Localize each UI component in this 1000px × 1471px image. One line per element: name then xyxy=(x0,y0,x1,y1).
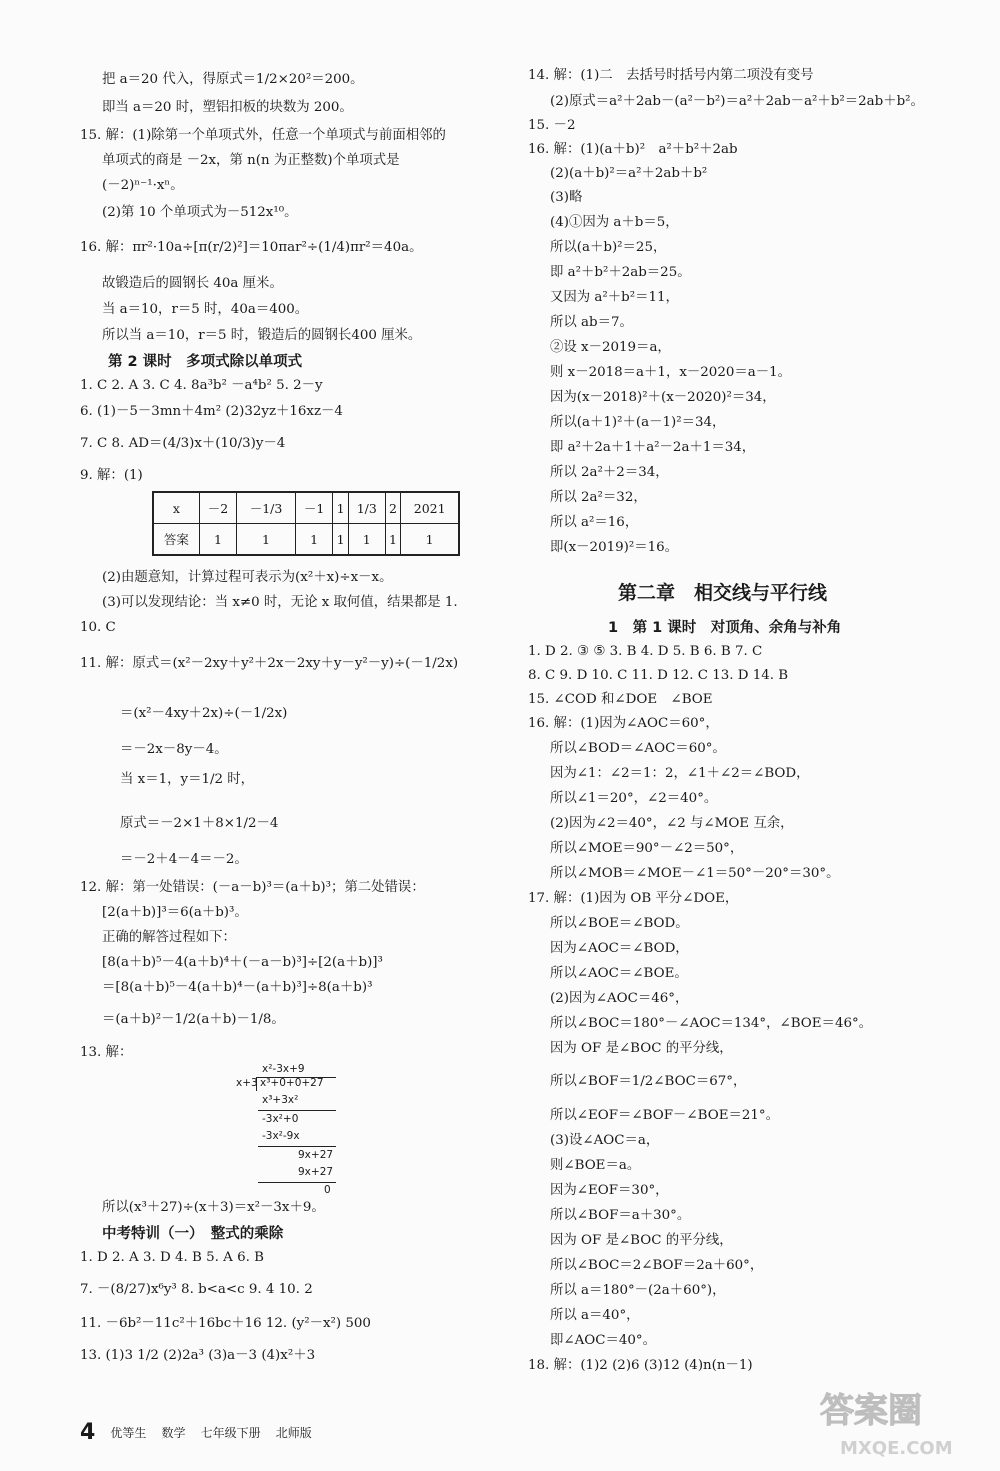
answer-line: (2)第 10 个单项式为－512x¹⁰。 xyxy=(102,205,298,220)
chapter-title: 第二章 相交线与平行线 xyxy=(618,582,828,604)
long-division xyxy=(236,1063,346,1203)
answer-line: [8(a＋b)⁵－4(a＋b)⁴＋(－a－b)³]÷[2(a＋b)]³ xyxy=(102,955,383,970)
answer-line: 所以当 a＝10，r＝5 时，锻造后的圆钢长400 厘米。 xyxy=(102,328,422,343)
answer-line: 单项式的商是 －2x，第 n(n 为正整数)个单项式是 xyxy=(102,153,400,168)
table-cell: 1 xyxy=(199,524,236,556)
answer-line: 18. 解：(1)2 (2)6 (3)12 (4)n(n－1) xyxy=(528,1358,753,1373)
table-cell: 2021 xyxy=(401,492,459,524)
answer-line: 所以∠BOC＝2∠BOF＝2a＋60°， xyxy=(550,1258,764,1273)
division-rule xyxy=(258,1146,336,1147)
answer-line: 16. 解：(1)因为∠AOC＝60°， xyxy=(528,716,719,731)
answer-line: 6. (1)－5－3mn＋4m² (2)32yz＋16xz－4 xyxy=(80,404,343,419)
answer-line: (3)可以发现结论：当 x≠0 时，无论 x 取何值，结果都是 1. xyxy=(102,595,458,610)
table-cell: 1 xyxy=(348,524,385,556)
answer-line: 12. 解：第一处错误：(－a－b)³＝(a＋b)³；第二处错误： xyxy=(80,880,425,895)
watermark-logo-icon xyxy=(800,1380,980,1460)
answer-line: 因为(x－2018)²＋(x－2020)²＝34， xyxy=(550,390,776,405)
answer-line: 则 x－2018＝a＋1，x－2020＝a－1。 xyxy=(550,365,792,380)
page-number: 4 xyxy=(80,1420,96,1445)
answer-line: 因为∠AOC＝∠BOD， xyxy=(550,941,689,956)
table-cell: 1 xyxy=(333,524,349,556)
watermark-url: MXQE.COM xyxy=(840,1438,953,1459)
answer-line: 14. 解：(1)二 去括号时括号内第二项没有变号 xyxy=(528,68,814,83)
answer-line: 所以∠AOC＝∠BOE。 xyxy=(550,966,688,981)
table-cell: 答案 xyxy=(153,524,199,556)
answer-line: (2)因为∠AOC＝46°， xyxy=(550,991,689,1006)
answer-line: (2)(a＋b)²＝a²＋2ab＋b² xyxy=(550,166,708,181)
answer-line: 1. D 2. ③ ⑤ 3. B 4. D 5. B 6. B 7. C xyxy=(528,644,763,659)
answer-line: 即 a²＋b²＋2ab＝25。 xyxy=(550,265,691,280)
answer-line: ＝(x²－4xy＋2x)÷(－1/2x) xyxy=(120,706,288,721)
answer-line: 所以(x³＋27)÷(x＋3)＝x²－3x＋9。 xyxy=(102,1200,325,1215)
answer-line: 当 x＝1，y＝1/2 时， xyxy=(120,772,255,787)
answer-line: 因为∠1：∠2＝1：2，∠1＋∠2＝∠BOD， xyxy=(550,766,810,781)
answer-line: 所以(a＋b)²＝25， xyxy=(550,240,667,255)
answer-line: (4)①因为 a＋b＝5， xyxy=(550,215,679,230)
table-row xyxy=(153,492,459,524)
division-quotient: x²-3x+9 xyxy=(262,1063,305,1075)
answer-line: 故锻造后的圆钢长 40a 厘米。 xyxy=(102,276,283,291)
answer-line: 所以 2a²＝32， xyxy=(550,490,647,505)
answer-line: 15. －2 xyxy=(528,118,576,133)
division-step: -3x²+0 xyxy=(262,1113,299,1125)
division-step: 9x+27 xyxy=(298,1149,334,1161)
table-cell: 1 xyxy=(385,524,401,556)
division-divisor: x+3 xyxy=(236,1077,258,1089)
answer-line: 13. (1)3 1/2 (2)2a³ (3)a－3 (4)x²＋3 xyxy=(80,1348,316,1363)
table-cell: 2 xyxy=(385,492,401,524)
page-footer xyxy=(80,1420,322,1445)
answer-line: (2)因为∠2＝40°，∠2 与∠MOE 互余， xyxy=(550,816,794,831)
answer-line: 16. 解：πr²·10a÷[π(r/2)²]＝10πar²÷(1/4)πr²＝40a。 xyxy=(80,240,423,255)
table-cell: 1 xyxy=(237,524,296,556)
answer-line: 10. C xyxy=(80,620,116,635)
footer-item: 优等生 xyxy=(110,1426,147,1440)
answer-line: 所以∠MOB＝∠MOE－∠1＝50°－20°＝30°。 xyxy=(550,866,840,881)
answer-line: 11. －6b²－11c²＋16bc＋16 12. (y²－x²) 500 xyxy=(80,1316,371,1331)
answer-line: 17. 解：(1)因为 OB 平分∠DOE， xyxy=(528,891,739,906)
answer-line: 即 a²＋2a＋1＋a²－2a＋1＝34， xyxy=(550,440,756,455)
answer-line: 又因为 a²＋b²＝11， xyxy=(550,290,679,305)
answer-line: ②设 x－2019＝a， xyxy=(550,340,671,355)
answer-line: 所以 ab＝7。 xyxy=(550,315,633,330)
answer-line: 1. C 2. A 3. C 4. 8a³b² －a⁴b² 5. 2－y xyxy=(80,378,323,393)
table-cell: 1 xyxy=(295,524,332,556)
answer-line: 当 a＝10，r＝5 时，40a＝400。 xyxy=(102,302,309,317)
table-row xyxy=(153,524,459,556)
answer-line: 15. 解：(1)除第一个单项式外，任意一个单项式与前面相邻的 xyxy=(80,128,446,143)
division-step: -3x²-9x xyxy=(262,1130,300,1142)
answer-line: (2)由题意知，计算过程可表示为(x²＋x)÷x－x。 xyxy=(102,570,393,585)
answer-line: 15. ∠COD 和∠DOE ∠BOE xyxy=(528,692,713,707)
answer-line: 即当 a＝20 时，塑铝扣板的块数为 200。 xyxy=(102,100,353,115)
answer-line: 所以 2a²＋2＝34， xyxy=(550,465,669,480)
answer-line: 所以∠BOE＝∠BOD。 xyxy=(550,916,689,931)
watermark-logo xyxy=(800,1380,980,1460)
answer-line: 所以 a＝180°－(2a＋60°)， xyxy=(550,1283,726,1298)
division-rule xyxy=(258,1182,336,1183)
answer-line: ＝[8(a＋b)⁵－4(a＋b)⁴－(a＋b)³]÷8(a＋b)³ xyxy=(102,980,373,995)
answer-line: 7. －(8/27)x⁶y³ 8. b<a<c 9. 4 10. 2 xyxy=(80,1282,313,1297)
division-dividend: x³+0+0+27 xyxy=(260,1077,324,1089)
section-heading: 中考特训（一） 整式的乘除 xyxy=(102,1226,284,1242)
division-step: 9x+27 xyxy=(298,1166,334,1178)
answer-line: 所以∠BOF＝a＋30°。 xyxy=(550,1208,691,1223)
answer-line: 1. D 2. A 3. D 4. B 5. A 6. B xyxy=(80,1250,264,1265)
answer-line: 因为∠EOF＝30°， xyxy=(550,1183,669,1198)
table-cell: －1/3 xyxy=(237,492,296,524)
answer-line: 原式＝－2×1＋8×1/2－4 xyxy=(120,816,279,831)
footer-item: 七年级下册 xyxy=(200,1426,261,1440)
answer-line: 即(x－2019)²＝16。 xyxy=(550,540,679,555)
answer-table xyxy=(152,491,460,556)
table-cell: 1 xyxy=(333,492,349,524)
section-heading: 第 2 课时 多项式除以单项式 xyxy=(108,354,303,370)
answer-line: ＝－2x－8y－4。 xyxy=(120,742,228,757)
answer-line: 所以∠BOD＝∠AOC＝60°。 xyxy=(550,741,726,756)
answer-line: (3)略 xyxy=(550,190,583,205)
answer-line: 所以∠1＝20°，∠2＝40°。 xyxy=(550,791,718,806)
answer-line: 8. C 9. D 10. C 11. D 12. C 13. D 14. B xyxy=(528,668,789,683)
table-cell: x xyxy=(153,492,199,524)
answer-line: 11. 解：原式＝(x²－2xy＋y²＋2x－2xy＋y－y²－y)÷(－1/2x) xyxy=(80,656,459,671)
watermark-text: 答案圈 xyxy=(820,1391,922,1431)
table-cell: －1 xyxy=(295,492,332,524)
answer-line: 16. 解：(1)(a＋b)² a²＋b²＋2ab xyxy=(528,142,738,157)
answer-line: 7. C 8. AD＝(4/3)x＋(10/3)y－4 xyxy=(80,436,286,451)
answer-line: 所以∠MOE＝90°－∠2＝50°， xyxy=(550,841,744,856)
division-step: 0 xyxy=(324,1184,331,1196)
answer-line: 所以 a²＝16， xyxy=(550,515,639,530)
division-step: x³+3x² xyxy=(262,1094,299,1106)
answer-line: 所以(a＋1)²＋(a－1)²＝34， xyxy=(550,415,726,430)
answer-line: ＝(a＋b)²－1/2(a＋b)－1/8。 xyxy=(102,1012,285,1027)
answer-line: 正确的解答过程如下： xyxy=(102,930,236,945)
footer-item: 北师版 xyxy=(275,1426,312,1440)
table-cell: －2 xyxy=(199,492,236,524)
answer-line: 即∠AOC＝40°。 xyxy=(550,1333,657,1348)
table-cell: 1/3 xyxy=(348,492,385,524)
answer-line: [2(a＋b)]³＝6(a＋b)³。 xyxy=(102,905,248,920)
answer-line: 所以∠BOC＝180°－∠AOC＝134°，∠BOE＝46°。 xyxy=(550,1016,873,1031)
footer-item: 数学 xyxy=(161,1426,186,1440)
table-cell: 1 xyxy=(401,524,459,556)
answer-line: 则∠BOE＝a。 xyxy=(550,1158,641,1173)
answer-line: (2)原式＝a²＋2ab－(a²－b²)＝a²＋2ab－a²＋b²＝2ab＋b²。 xyxy=(550,94,924,109)
answer-line: (3)设∠AOC＝a， xyxy=(550,1133,660,1148)
answer-line: 13. 解： xyxy=(80,1045,133,1060)
answer-line: (－2)ⁿ⁻¹·xⁿ。 xyxy=(102,178,184,193)
answer-line: 所以∠BOF＝1/2∠BOC＝67°， xyxy=(550,1074,747,1089)
division-rule xyxy=(258,1110,336,1111)
answer-line: 因为 OF 是∠BOC 的平分线， xyxy=(550,1233,733,1248)
answer-line: 把 a＝20 代入，得原式＝1/2×20²＝200。 xyxy=(102,72,364,87)
answer-line: 因为 OF 是∠BOC 的平分线， xyxy=(550,1041,733,1056)
answer-line: ＝－2＋4－4＝－2。 xyxy=(120,852,248,867)
answer-line: 9. 解：(1) xyxy=(80,468,143,483)
answer-line: 所以 a＝40°， xyxy=(550,1308,640,1323)
answer-line: 所以∠EOF＝∠BOF－∠BOE＝21°。 xyxy=(550,1108,779,1123)
lesson-title: 1 第 1 课时 对顶角、余角与补角 xyxy=(608,620,842,636)
